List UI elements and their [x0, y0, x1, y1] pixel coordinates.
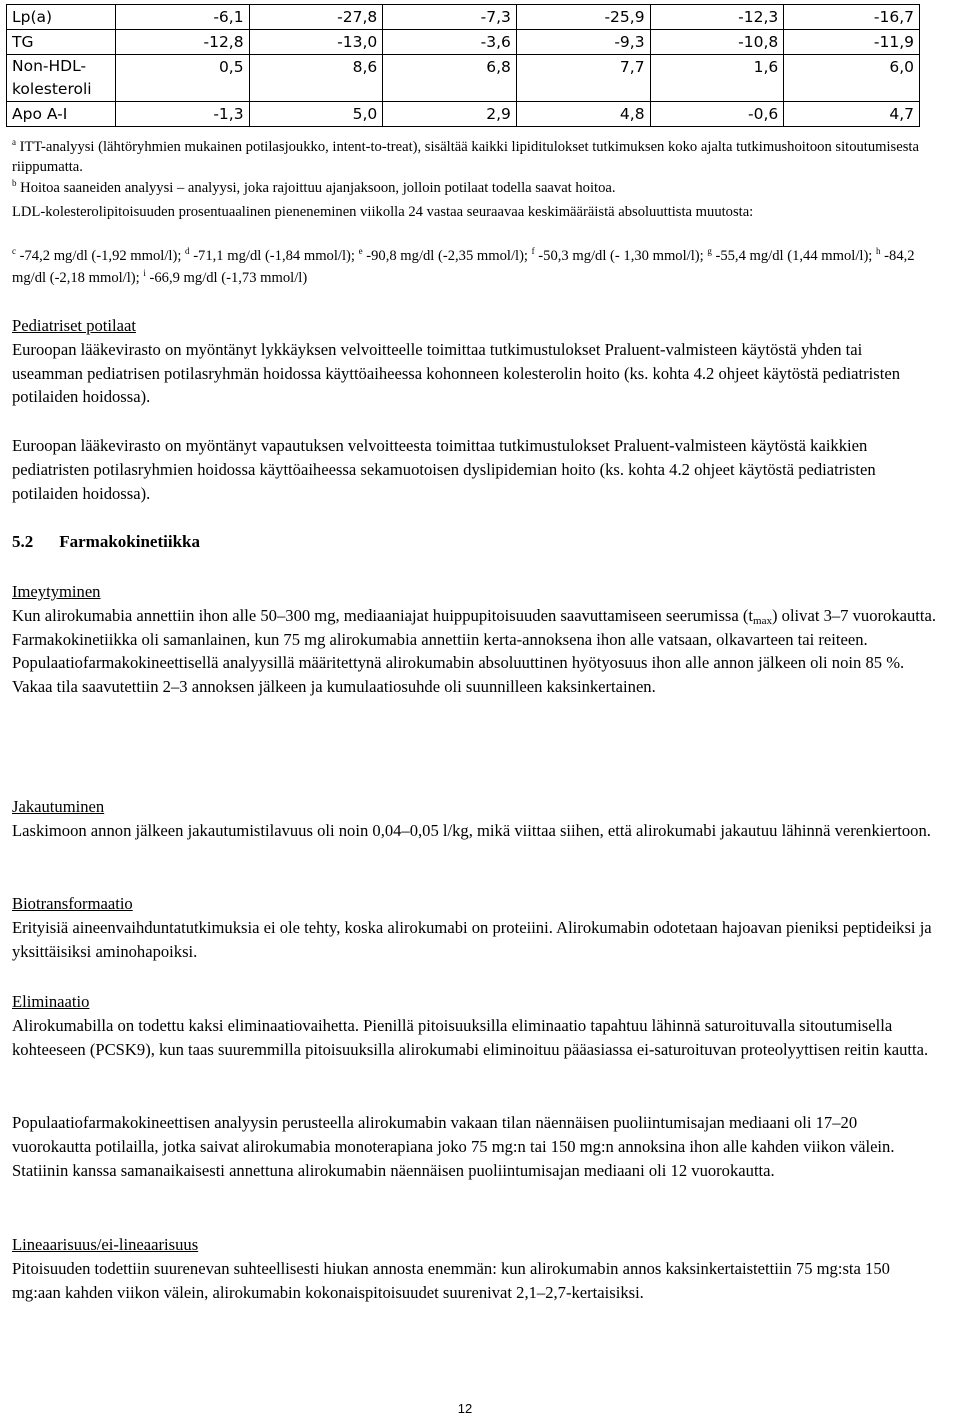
- table-cell: -27,8: [249, 5, 383, 30]
- table-cell: 6,8: [383, 55, 517, 102]
- footnote-text: Hoitoa saaneiden analyysi – analyysi, joka rajoittuu ajanjaksoon, jolloin potilaat todella saavat hoitoa.: [16, 180, 616, 196]
- footnote-mark: a: [12, 137, 16, 147]
- absorption-paragraph-1: [12, 604, 937, 628]
- table-cell: -1,3: [115, 102, 249, 127]
- table-cell: -3,6: [383, 30, 517, 55]
- table-cell: -0,6: [650, 102, 784, 127]
- pediatric-paragraph-2: Euroopan lääkevirasto on myöntänyt vapautuksen velvoitteesta toimittaa tutkimustulokset Praluent-valmisteen käytöstä kaikkien pediatristen potilasryhmien hoidossa käyttöaiheessa sekamuotoisen dyslipidemian hoito (ks. kohta 4.2 ohjeet käytöstä pediatristen potilaiden hoidossa).: [12, 436, 876, 503]
- footnote-text: -74,2 mg/dl (-1,92 mmol/l);: [16, 248, 186, 264]
- table-cell: 0,5: [115, 55, 249, 102]
- absorption-text: ) olivat 3–7 vuorokautta.: [771, 605, 937, 625]
- table-cell: 1,6: [650, 55, 784, 102]
- footnote-text: -55,4 mg/dl (1,44 mmol/l);: [711, 248, 877, 264]
- footnote-text: ITT-analyysi (lähtöryhmien mukainen potilasjoukko, intent-to-treat), sisältää kaikki lipiditulokset tutkimuksen koko ajalta tutkimushoitoon sitoutumisesta riippumatta.: [12, 139, 919, 175]
- biotransformation-heading: Biotransformaatio: [12, 894, 133, 913]
- table-cell: -6,1: [115, 5, 249, 30]
- lipid-change-table: [6, 4, 920, 127]
- elimination-paragraph-2-block: [12, 1111, 937, 1182]
- table-cell: -7,3: [383, 5, 517, 30]
- table-cell: 2,9: [383, 102, 517, 127]
- table-cell: -9,3: [516, 30, 650, 55]
- elimination-section: [12, 990, 937, 1061]
- table-cell: 7,7: [516, 55, 650, 102]
- table-cell: 4,7: [784, 102, 920, 127]
- footnote-text: -66,9 mg/dl (-1,73 mmol/l): [145, 270, 308, 286]
- footnote-mark: i: [143, 268, 146, 278]
- footnote-b: [12, 178, 932, 198]
- absorption-paragraph-3: Populaatiofarmakokineettisellä analyysillä määritettynä alirokumabin absoluuttinen hyötyosuus ihon alle annon jälkeen oli noin 85 %.: [12, 653, 905, 673]
- table-cell: 8,6: [249, 55, 383, 102]
- pediatric-heading: Pediatriset potilaat: [12, 316, 136, 335]
- pediatric-paragraph-1: Euroopan lääkevirasto on myöntänyt lykkäyksen velvoitteelle toimittaa tutkimustulokset Praluent-valmisteen käytöstä yhden tai useamman pediatrisen potilasryhmän hoidossa käyttöaiheessa kohonneen kolesterolin hoito (ks. kohta 4.2 ohjeet käytöstä pediatristen potilaiden hoidossa).: [12, 339, 901, 407]
- table-cell: 5,0: [249, 102, 383, 127]
- absorption-paragraph-2: Farmakokinetiikka oli samanlainen, kun 75 mg alirokumabia annettiin kerta-annoksena ihon alle vatsaan, olkavarteen tai reiteen.: [12, 629, 868, 649]
- table-cell: -16,7: [784, 5, 920, 30]
- table-cell: -13,0: [249, 30, 383, 55]
- footnote-mark: f: [531, 246, 535, 256]
- section-heading: [12, 530, 937, 554]
- elimination-paragraph-2: Populaatiofarmakokineettisen analyysin perusteella alirokumabin vakaan tilan näennäisen puoliintumisajan mediaani oli 17–20 vuorokautta potilailla, jotka saivat alirokumabia monoterapiana joko 75 mg:n tai 150 mg:n annoksina ihon alle kahden viikon välein. Statiinin kanssa samanaikaisesti annettuna alirokumabin näennäisen puoliintumisajan mediaani oli 12 vuorokautta.: [12, 1113, 895, 1180]
- row-label: Apo A-I: [7, 102, 116, 127]
- table-row: [7, 30, 920, 55]
- row-label: Non-HDL-kolesteroli: [7, 55, 116, 102]
- page-number: 12: [457, 1401, 473, 1416]
- footnote-text: -71,1 mg/dl (-1,84 mmol/l);: [189, 248, 359, 264]
- table-row: [7, 102, 920, 127]
- elimination-heading: Eliminaatio: [12, 992, 90, 1011]
- footnote-text: -90,8 mg/dl (-2,35 mmol/l);: [362, 248, 532, 264]
- footnote-mark: c: [12, 246, 16, 256]
- absorption-paragraph-4: Vakaa tila saavutettiin 2–3 annoksen jälkeen ja kumulaatiosuhde oli suunnilleen kaksinkertainen.: [12, 677, 656, 697]
- footnote-mark: d: [185, 246, 190, 256]
- table-cell: -12,3: [650, 5, 784, 30]
- absorption-heading: Imeytyminen: [12, 582, 101, 601]
- table-cell: 4,8: [516, 102, 650, 127]
- footnote-mark: g: [707, 246, 712, 256]
- distribution-paragraph: Laskimoon annon jälkeen jakautumistilavuus oli noin 0,04–0,05 l/kg, mikä viittaa siihen, että alirokumabi jakautuu lähinnä verenkiertoon.: [12, 820, 931, 840]
- footnote-mark: h: [876, 246, 881, 256]
- distribution-heading: Jakautuminen: [12, 797, 105, 816]
- footnote-mark: e: [358, 246, 363, 256]
- table-row: [7, 5, 920, 30]
- row-label: TG: [7, 30, 116, 55]
- footnote-values: [12, 245, 932, 289]
- footnote-a: [12, 137, 932, 177]
- footnote-mark: b: [12, 178, 17, 188]
- table-cell: -10,8: [650, 30, 784, 55]
- biotransformation-paragraph: Erityisiä aineenvaihduntatutkimuksia ei ole tehty, koska alirokumabi on proteiini. Alirokumabin odotetaan hajoavan pieniksi peptideiksi ja yksittäisiksi aminohapoiksi.: [12, 917, 932, 961]
- table-cell: 6,0: [784, 55, 920, 102]
- pediatric-section: [12, 314, 937, 409]
- biotransformation-section: [12, 892, 937, 963]
- linearity-paragraph: Pitoisuuden todettiin suurenevan suhteellisesti hiukan annosta enemmän: kun alirokumabin annos kaksinkertaistettiin 75 mg:sta 150 mg:aan kahden viikon välein, alirokumabin kokonaispitoisuudet suurenivat 2,1–2,7-kertaisiksi.: [12, 1258, 890, 1302]
- table-row: [7, 55, 920, 102]
- distribution-section: [12, 795, 937, 843]
- section-title: Farmakokinetiikka: [59, 532, 200, 551]
- table-cell: -25,9: [516, 5, 650, 30]
- row-label: Lp(a): [7, 5, 116, 30]
- linearity-heading: Lineaarisuus/ei-lineaarisuus: [12, 1235, 199, 1254]
- absorption-text: Kun alirokumabia annettiin ihon alle 50–300 mg, mediaaniajat huippupitoisuuden saavuttamiseen seerumissa (t: [12, 605, 754, 625]
- section-number: 5.2: [12, 532, 34, 551]
- absorption-section: [12, 580, 937, 699]
- tmax-subscript: max: [753, 614, 772, 627]
- pediatric-paragraph-2-block: [12, 434, 937, 505]
- footnote-ldl: LDL-kolesterolipitoisuuden prosentuaalinen pieneneminen viikolla 24 vastaa seuraavaa keskimääräistä absoluuttista muutosta:: [12, 204, 754, 220]
- table-cell: -12,8: [115, 30, 249, 55]
- linearity-section: [12, 1233, 937, 1304]
- elimination-paragraph-1: Alirokumabilla on todettu kaksi eliminaatiovaihetta. Pienillä pitoisuuksilla eliminaatio tapahtuu lähinnä saturoituvalla sitoutumisella kohteeseen (PCSK9), kun taas suuremmilla pitoisuuksilla alirokumabi eliminoituu pääasiassa ei-saturoituvan proteolyyttisen reitin kautta.: [12, 1015, 929, 1059]
- footnote-text: -84,2 mg/dl (-2,18 mmol/l);: [12, 248, 915, 286]
- footnote-text: -50,3 mg/dl (- 1,30 mmol/l);: [534, 248, 708, 264]
- table-cell: -11,9: [784, 30, 920, 55]
